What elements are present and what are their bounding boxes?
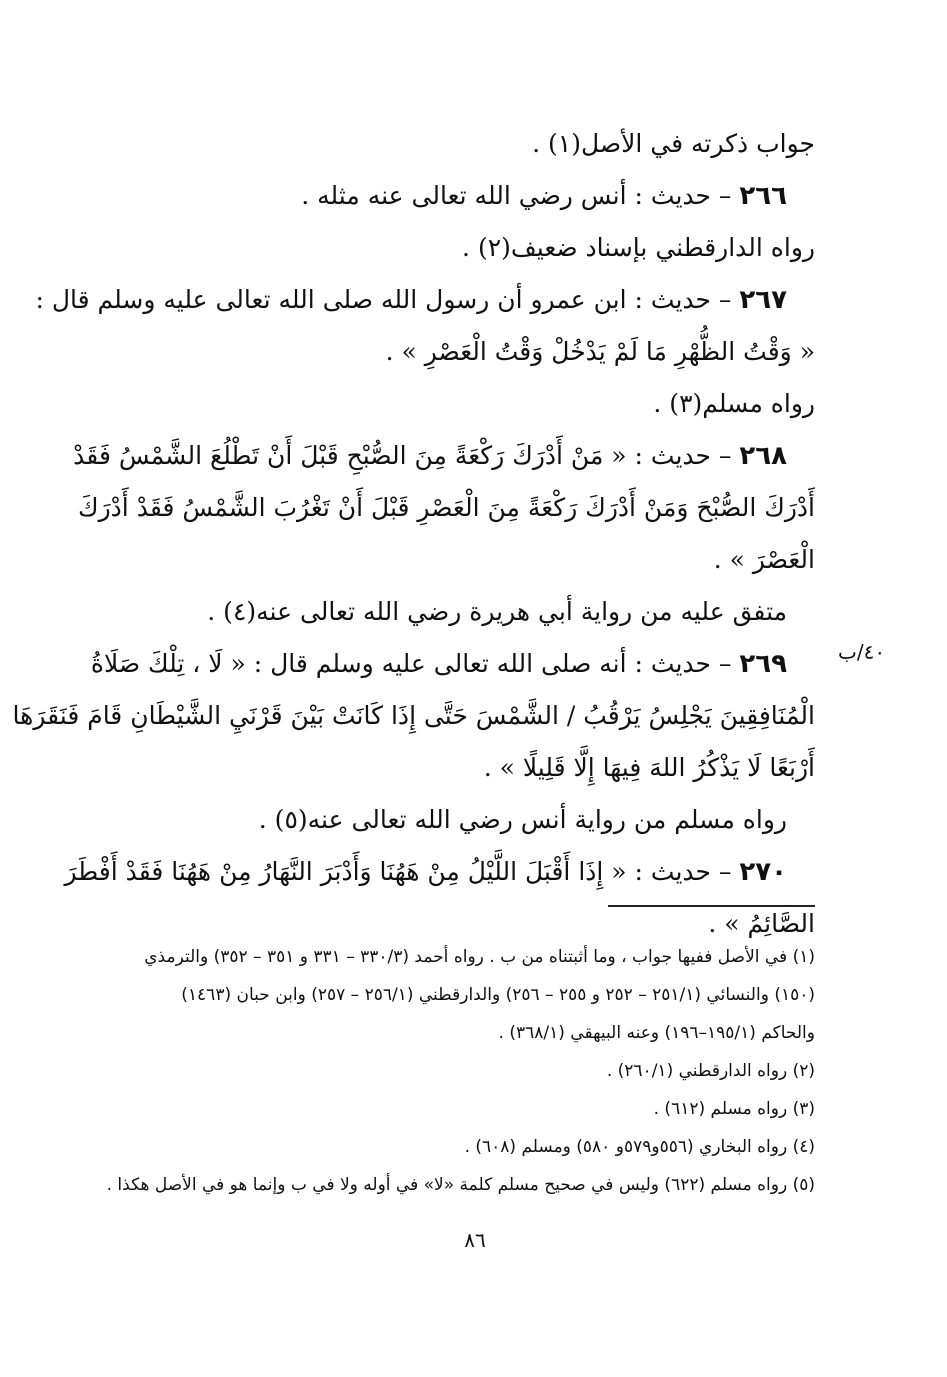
hadith-line — [35, 274, 815, 326]
footnote-1: (١) في الأصل ففيها جواب ، وما أثبتناه من ب . رواه أحمد (٣٣٠/٣ – ٣٣١ و ٣٥١ – ٣٥٢) والترمذي — [144, 947, 815, 967]
hadith-line — [73, 430, 815, 482]
hadith-number: ٢٧٠ — [739, 857, 787, 887]
hadith-268 — [73, 430, 815, 638]
hadith-number: ٢٦٩ — [739, 649, 787, 679]
hadith-line — [105, 170, 815, 222]
hadith-text: – حديث : أنس رضي الله تعالى عنه مثله . — [301, 181, 732, 210]
footnote-4: (٤) رواه البخاري (٥٥٦و٥٧٩و ٥٨٠) ومسلم (٦٠٨) . — [464, 1137, 815, 1157]
hadith-line — [64, 846, 815, 898]
hadith-270 — [64, 846, 815, 950]
hadith-269 — [12, 638, 815, 846]
footnote-1-cont: (١٥٠) والنسائي (٢٥١/١ – ٢٥٢ و ٢٥٥ – ٢٥٦) والدارقطني (٢٥٦/١ – ٢٥٧) وابن حبان (١٤٦٣) — [181, 985, 815, 1005]
hadith-text: – حديث : « إِذَا أَقْبَلَ اللَّيْلُ مِنْ هَهُنَا وَأَدْبَرَ النَّهَارُ مِنْ هَهُنَا فَقَدْ أَفْطَرَ — [64, 857, 732, 886]
hadith-source: رواه مسلم من رواية أنس رضي الله تعالى عنه(٥) . — [258, 805, 787, 834]
footnote-3: (٣) رواه مسلم (٦١٢) . — [653, 1099, 815, 1119]
hadith-line: أَرْبَعًا لَا يَذْكُرُ اللهَ فِيهَا إِلَّا قَلِيلًا » . — [483, 753, 815, 782]
hadith-number: ٢٦٨ — [739, 441, 787, 471]
text-line: جواب ذكرته في الأصل(١) . — [532, 129, 815, 158]
hadith-text: – حديث : أنه صلى الله تعالى عليه وسلم قال : « لَا ، تِلْكَ صَلَاةُ — [90, 649, 732, 678]
page-number: ٨٦ — [464, 1228, 486, 1252]
hadith-number: ٢٦٧ — [739, 285, 787, 315]
main-text — [12, 118, 815, 950]
hadith-267 — [35, 274, 815, 430]
hadith-line: « وَقْتُ الظُّهْرِ مَا لَمْ يَدْخُلْ وَقْتُ الْعَصْرِ » . — [385, 337, 815, 366]
footnote-separator — [608, 905, 815, 907]
hadith-line: أَدْرَكَ الصُّبْحَ وَمَنْ أَدْرَكَ رَكْعَةً مِنَ الْعَصْرِ قَبْلَ أَنْ تَغْرُبَ الشَّمْسُ فَقَدْ أَدْرَكَ — [78, 493, 815, 522]
hadith-number: ٢٦٦ — [739, 181, 787, 211]
hadith-source: متفق عليه من رواية أبي هريرة رضي الله تعالى عنه(٤) . — [207, 597, 787, 626]
hadith-text: – حديث : « مَنْ أَدْرَكَ رَكْعَةً مِنَ الصُّبْحِ قَبْلَ أَنْ تَطْلُعَ الشَّمْسُ فَقَدْ — [73, 441, 732, 470]
manuscript-folio-marker: ٤٠/ب — [838, 640, 886, 664]
hadith-source: رواه الدارقطني بإسناد ضعيف(٢) . — [462, 233, 815, 262]
hadith-line: الصَّائِمُ » . — [708, 909, 815, 938]
hadith-266 — [105, 170, 815, 274]
footnote-5: (٥) رواه مسلم (٦٢٢) وليس في صحيح مسلم كلمة «لا» في أوله ولا في ب وإنما هو في الأصل هكذا . — [106, 1175, 815, 1195]
hadith-line: الْمُنَافِقِينَ يَجْلِسُ يَرْقُبُ / الشَّمْسَ حَتَّى إِذَا كَانَتْ بَيْنَ قَرْنَيِ الشَّيْطَانِ قَامَ فَنَقَرَهَا — [12, 701, 815, 730]
hadith-line: الْعَصْرَ » . — [713, 545, 815, 574]
footnotes — [106, 938, 815, 1204]
hadith-line — [90, 638, 815, 690]
hadith-source: رواه مسلم(٣) . — [653, 389, 815, 418]
hadith-text: – حديث : ابن عمرو أن رسول الله صلى الله تعالى عليه وسلم قال : — [35, 285, 732, 314]
footnote-2: (٢) رواه الدارقطني (٢٦٠/١) . — [606, 1061, 815, 1081]
footnote-1-cont: والحاكم (١٩٥/١–١٩٦) وعنه البيهقي (٣٦٨/١) . — [498, 1023, 815, 1043]
